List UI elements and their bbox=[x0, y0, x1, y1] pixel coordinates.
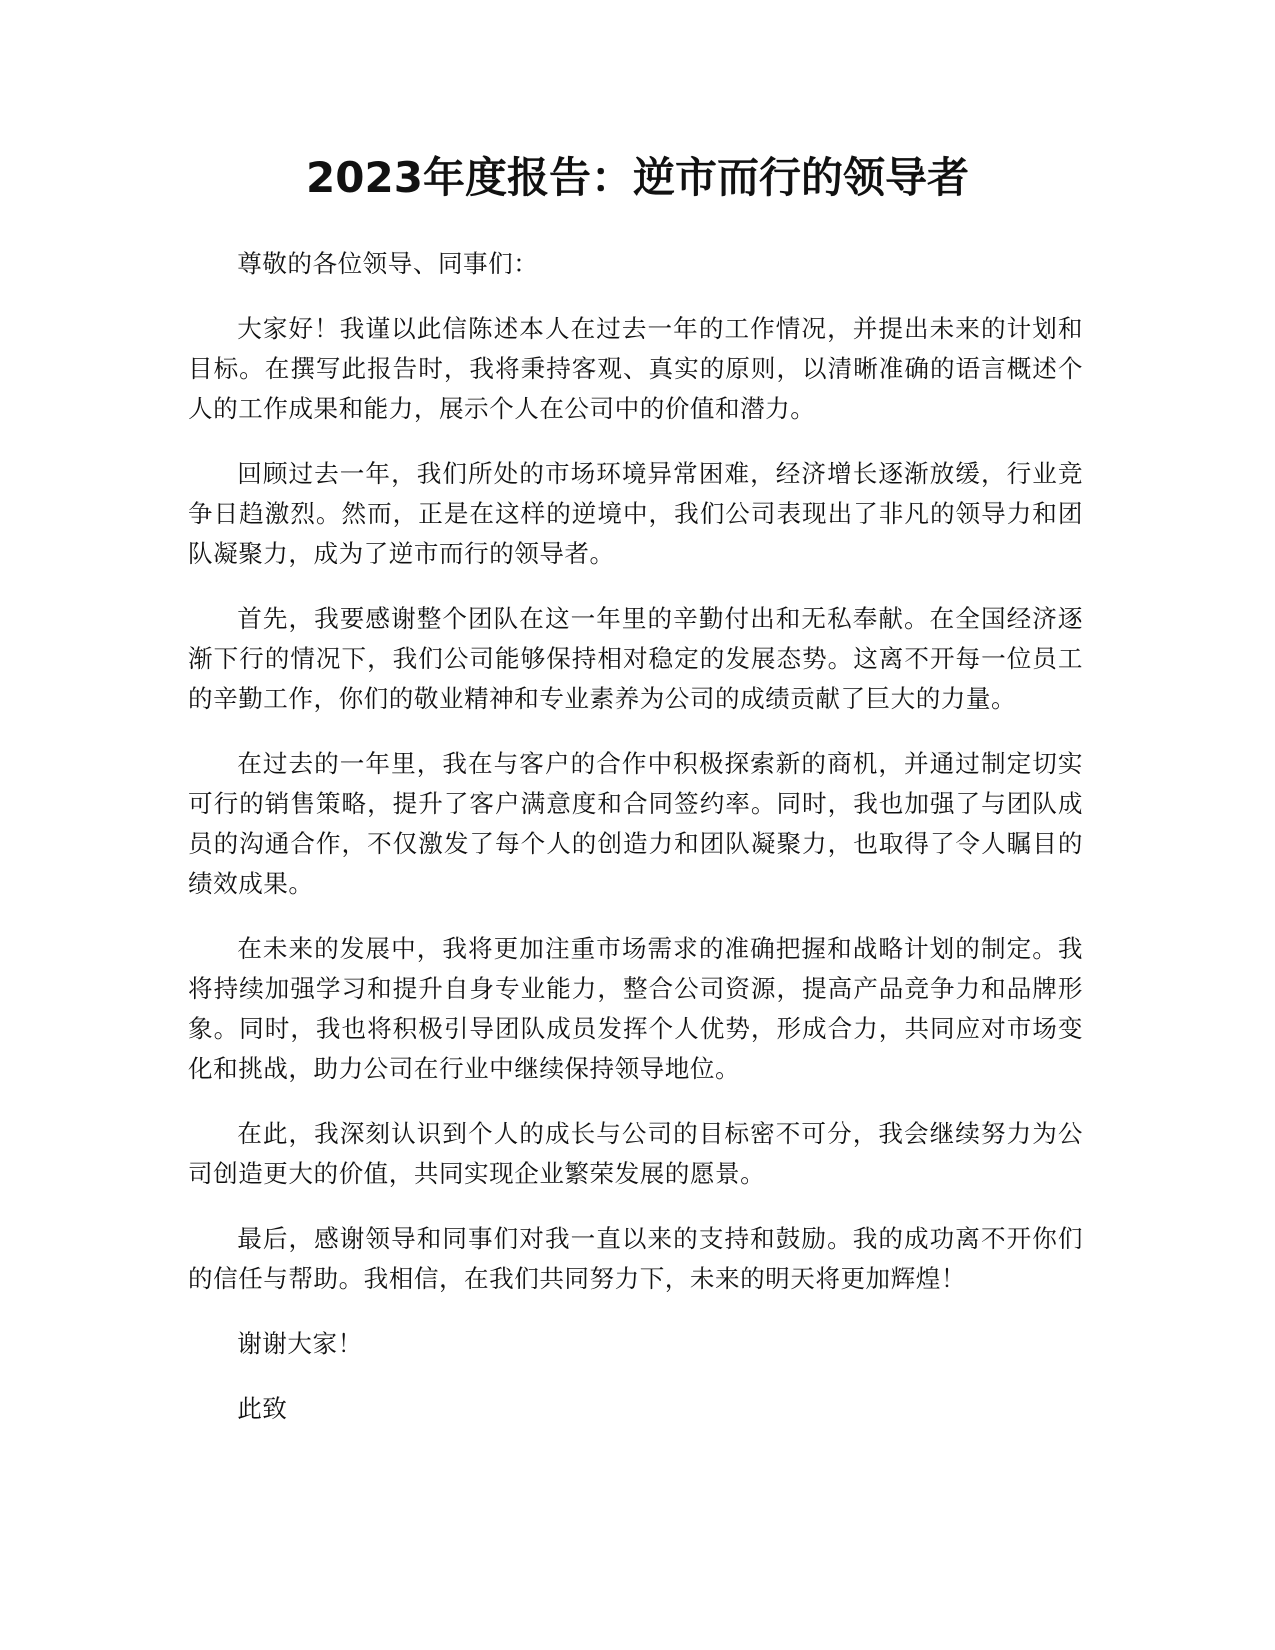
paragraph-sign-off: 此致 bbox=[237, 1394, 288, 1423]
paragraph-closing-thanks: 最后，感谢领导和同事们对我一直以来的支持和鼓励。我的成功离不开你们的信任与帮助。我相信，在我们共同努力下，未来的明天将更加辉煌！ bbox=[188, 1224, 1083, 1293]
paragraph-achievements: 在过去的一年里，我在与客户的合作中积极探索新的商机，并通过制定切实可行的销售策略，提升了客户满意度和合同签约率。同时，我也加强了与团队成员的沟通合作，不仅激发了每个人的创造力和团队凝聚力，也取得了令人瞩目的绩效成果。 bbox=[188, 749, 1083, 898]
paragraph-future-plans: 在未来的发展中，我将更加注重市场需求的准确把握和战略计划的制定。我将持续加强学习和提升自身专业能力，整合公司资源，提高产品竞争力和品牌形象。同时，我也将积极引导团队成员发挥个人优势，形成合力，共同应对市场变化和挑战，助力公司在行业中继续保持领导地位。 bbox=[188, 934, 1083, 1083]
paragraph-commitment: 在此，我深刻认识到个人的成长与公司的目标密不可分，我会继续努力为公司创造更大的价值，共同实现企业繁荣发展的愿景。 bbox=[188, 1119, 1083, 1188]
paragraph-thank-you: 谢谢大家！ bbox=[237, 1329, 363, 1358]
paragraph-intro: 大家好！我谨以此信陈述本人在过去一年的工作情况，并提出未来的计划和目标。在撰写此报告时，我将秉持客观、真实的原则，以清晰准确的语言概述个人的工作成果和能力，展示个人在公司中的价值和潜力。 bbox=[188, 314, 1083, 423]
document-title: 2023年度报告：逆市而行的领导者 bbox=[306, 153, 969, 202]
document-body bbox=[188, 244, 1083, 1454]
paragraph-thanks-team: 首先，我要感谢整个团队在这一年里的辛勤付出和无私奉献。在全国经济逐渐下行的情况下，我们公司能够保持相对稳定的发展态势。这离不开每一位员工的辛勤工作，你们的敬业精神和专业素养为公司的成绩贡献了巨大的力量。 bbox=[188, 604, 1083, 713]
paragraph-review: 回顾过去一年，我们所处的市场环境异常困难，经济增长逐渐放缓，行业竞争日趋激烈。然而，正是在这样的逆境中，我们公司表现出了非凡的领导力和团队凝聚力，成为了逆市而行的领导者。 bbox=[188, 459, 1083, 568]
salutation: 尊敬的各位领导、同事们： bbox=[237, 249, 539, 278]
